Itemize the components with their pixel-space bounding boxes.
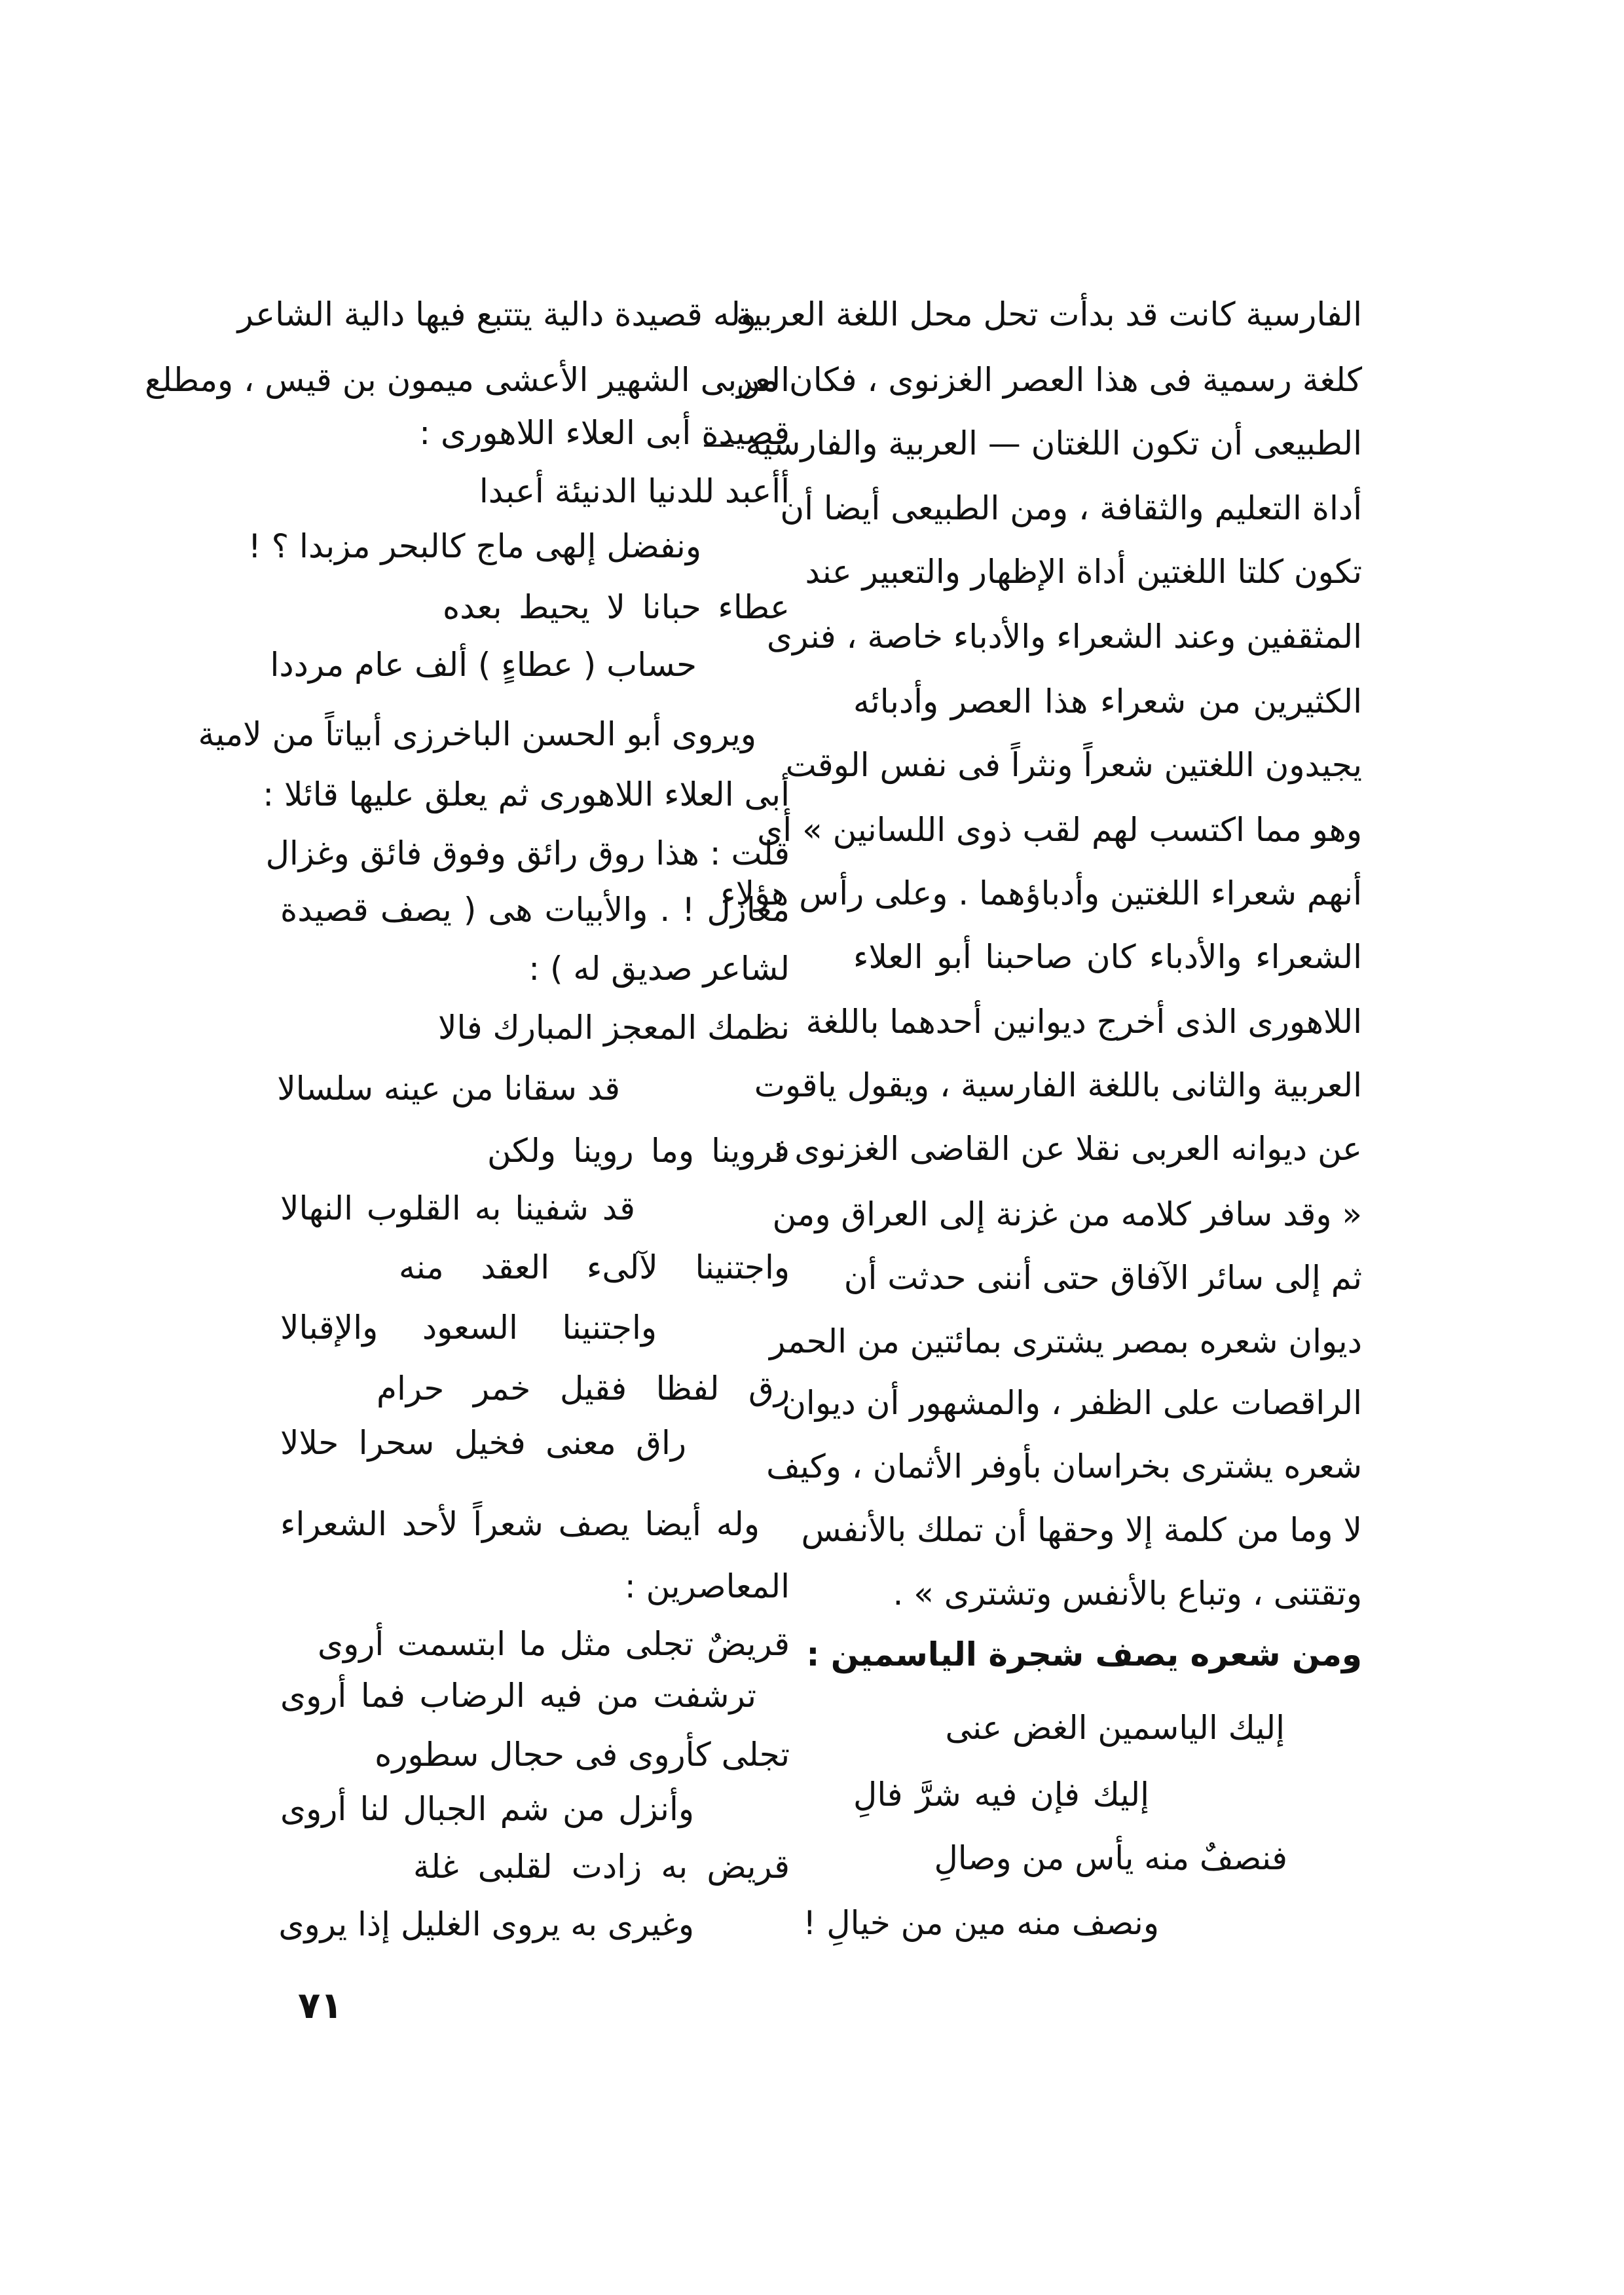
text-line: اللاهورى الذى أخرج ديوانين أحدهما باللغة bbox=[805, 1003, 1362, 1041]
text-line: وتقتنى ، وتباع بالأنفس وتشترى » . bbox=[893, 1575, 1362, 1613]
poem-line: قد شفينا به القلوب النهالا bbox=[280, 1189, 635, 1227]
text-line: عن ديوانه العربى نقلا عن القاضى الغزنوى : bbox=[773, 1130, 1362, 1168]
poem-line: إليك فإن فيه شرَّ فالِ bbox=[853, 1776, 1149, 1814]
poem-line: عطاء حبانا لا يحيط بعده bbox=[443, 588, 790, 626]
poem-line: ونصف منه مين من خيالِ ! bbox=[803, 1904, 1159, 1942]
text-line: وهو مما اكتسب لهم لقب ذوى اللسانين » أى bbox=[757, 811, 1362, 849]
text-line: الكثيرين من شعراء هذا العصر وأدبائه bbox=[853, 682, 1362, 720]
poem-line: ترشفت من فيه الرضاب فما أروى bbox=[280, 1677, 756, 1715]
text-line: تكون كلتا اللغتين أداة الإظهار والتعبير عند bbox=[805, 553, 1362, 591]
text-line: العربى الشهير الأعشى ميمون بن قيس ، ومطلع bbox=[145, 361, 790, 399]
text-line: المعاصرين : bbox=[624, 1567, 790, 1605]
text-line: قلت : هذا روق رائق وفوق فائق وغزال bbox=[265, 834, 790, 872]
poem-line: وأنزل من شم الجبال لنا أروى bbox=[280, 1790, 694, 1828]
poem-line: فروينا وما روينا ولكن bbox=[487, 1132, 790, 1170]
poem-line: أأعبد للدنيا الدنيئة أعبدا bbox=[479, 472, 790, 510]
text-line: الفارسية كانت قد بدأت تحل محل اللغة العربية bbox=[735, 295, 1362, 333]
text-line: الراقصات على الظفر ، والمشهور أن ديوان bbox=[782, 1384, 1362, 1422]
poem-line: تجلى كأروى فى حجال سطوره bbox=[375, 1736, 790, 1774]
text-line: أبى العلاء اللاهورى ثم يعلق عليها قائلا : bbox=[263, 775, 790, 813]
text-line: شعره يشترى بخراسان بأوفر الأثمان ، وكيف bbox=[766, 1447, 1362, 1485]
text-line: وله أيضا يصف شعراً لأحد الشعراء bbox=[280, 1505, 760, 1543]
text-line: أنهم شعراء اللغتين وأدباؤهما . وعلى رأس هؤلاء bbox=[720, 874, 1362, 912]
text-line: ثم إلى سائر الآفاق حتى أننى حدثت أن bbox=[843, 1259, 1362, 1297]
text-line: وله قصيدة دالية يتتبع فيها دالية الشاعر bbox=[237, 295, 756, 333]
poem-line: فنصفٌ منه يأس من وصالِ bbox=[934, 1839, 1287, 1877]
text-line: ديوان شعره بمصر يشترى بمائتين من الحمر bbox=[769, 1322, 1362, 1360]
text-line: ويروى أبو الحسن الباخرزى أبياتاً من لامية bbox=[198, 715, 756, 753]
text-line: كلغة رسمية فى هذا العصر الغزنوى ، فكان من bbox=[736, 361, 1362, 399]
text-line: لشاعر صديق له ) : bbox=[528, 950, 790, 988]
poem-line: وغيرى به يروى الغليل إذا يروى bbox=[278, 1905, 694, 1943]
text-line: أداة التعليم والثقافة ، ومن الطبيعى أيضا أن bbox=[780, 489, 1362, 527]
page-number: ٧١ bbox=[298, 1985, 343, 2027]
text-line: الطبيعى أن تكون اللغتان — العربية والفارسية — bbox=[702, 424, 1362, 462]
poem-line: قريض به زادت لقلبى غلة bbox=[413, 1848, 790, 1886]
poem-line: ونفضل إلهى ماج كالبحر مزبدا ؟ ! bbox=[248, 527, 701, 565]
text-line: الشعراء والأدباء كان صاحبنا أبو العلاء bbox=[853, 938, 1362, 976]
poem-line: واجتنينا السعود والإقبالا bbox=[280, 1309, 657, 1347]
text-line: مغازل ! . والأبيات هى ( يصف قصيدة bbox=[280, 891, 790, 929]
poem-line: رق لفظا فقيل خمر حرام bbox=[377, 1370, 790, 1408]
poem-line: إليك الياسمين الغض عنى bbox=[945, 1709, 1285, 1747]
text-line: يجيدون اللغتين شعراً ونثراً فى نفس الوقت bbox=[785, 746, 1362, 784]
poem-line: نظمك المعجز المبارك فالا bbox=[437, 1009, 790, 1047]
text-line: المثقفين وعند الشعراء والأدباء خاصة ، فنرى bbox=[766, 618, 1362, 656]
poem-line: قد سقانا من عينه سلسالا bbox=[277, 1070, 620, 1108]
text-line: العربية والثانى باللغة الفارسية ، ويقول ياقوت bbox=[754, 1066, 1362, 1104]
poem-line: حساب ( عطاءٍ ) ألف عام مرددا bbox=[270, 646, 697, 684]
poem-line: واجتنينا لآلىء العقد منه bbox=[399, 1248, 790, 1286]
text-line: لا وما من كلمة إلا وحقها أن تملك بالأنفس bbox=[801, 1511, 1362, 1549]
poem-line: راق معنى فخيل سحرا حلالا bbox=[280, 1424, 686, 1462]
section-heading: ومن شعره يصف شجرة الياسمين : bbox=[806, 1635, 1362, 1673]
poem-line: قريضٌ تجلى مثل ما ابتسمت أروى bbox=[318, 1625, 790, 1663]
text-line: قصيدة أبى العلاء اللاهورى : bbox=[419, 414, 790, 452]
text-line: « وقد سافر كلامه من غزنة إلى العراق ومن bbox=[772, 1195, 1362, 1233]
